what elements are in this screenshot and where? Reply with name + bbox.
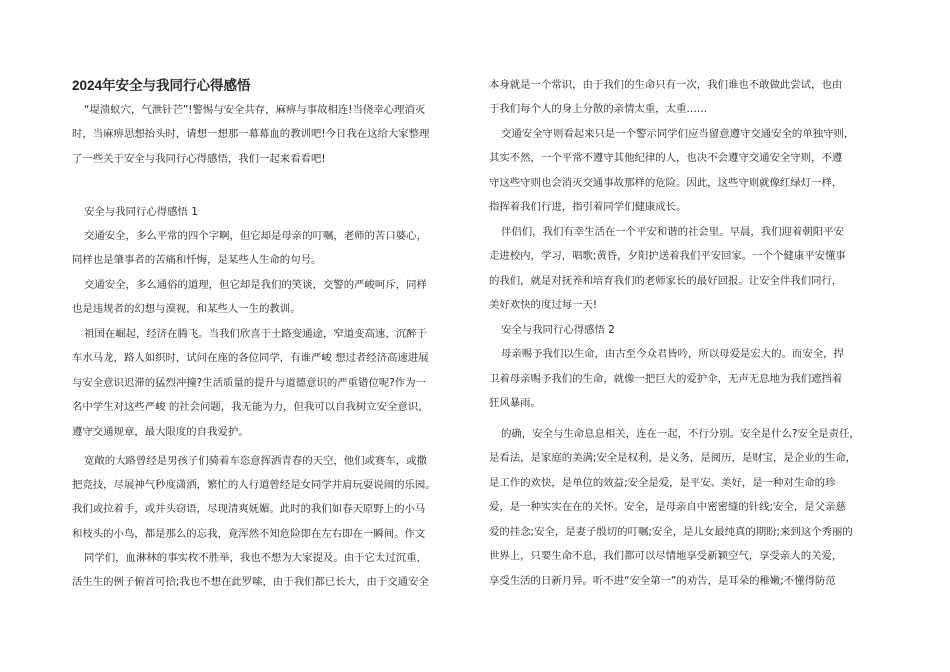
paragraph-line: 车水马龙，路人如织时，试问在座的各位同学，有谁严峻 想过者经济高速进展 (72, 352, 429, 364)
paragraph-line: 同样也是肇事者的苦痛和忏悔，是某些人生命的句号。 (72, 254, 322, 266)
paragraph-line: 时，当麻痹思想抬头时，请想一想那一幕幕血的教训吧!今日我在这给大家整理 (72, 128, 430, 140)
paragraph-line: 交通安全守则看起来只是一个警示同学们应当留意遵守交通安全的单独守则， (501, 128, 855, 140)
paragraph-line: 是工作的欢快，是单位的效益;安全是爱，是平安、美好，是一种对生命的珍 (489, 477, 836, 489)
paragraph-line: 把竞技，尽展神气秒度潇洒，繁忙的人行道曾经是女同学并肩玩耍说闹的乐园。 (72, 479, 436, 491)
paragraph-line: 狂风暴雨。 (489, 397, 541, 409)
paragraph-line: 了一些关于安全与我同行心得感悟，我们一起来看看吧! (72, 153, 326, 165)
paragraph-line: 爱的挂念;安全，是妻子殷切的叮嘱;安全，是儿女最纯真的期盼;来到这个秀丽的 (489, 526, 853, 538)
paragraph-line: 与安全意识迟滞的猛烈冲撞?生活质量的提升与道德意识的严重错位呢?作为一 (72, 377, 426, 389)
section-heading: 安全与我同行心得感悟 1 (84, 206, 198, 218)
paragraph-line: 宽敞的大路曾经是男孩子们骑着车恣意挥洒青春的天空，他们或赛车，或撒 (84, 455, 427, 467)
paragraph-line: 享受生活的日新月异。听不进“安全第一”的劝告，是耳朵的稚嫩;不懂得防范 (489, 575, 836, 587)
paragraph-line: 伴侣们，我们有幸生活在一个平安和谐的社会里。早晨，我们迎着朝阳平安 (501, 226, 844, 238)
document-title: 2024年安全与我同行心得感悟 (72, 78, 251, 93)
paragraph-line: 交通安全，多么通俗的道理，但它却是我们的笑谈，交警的严峻呵斥，同样 (84, 279, 427, 291)
paragraph-line: 活生生的例子俯首可拾;我也不想在此罗嗦，由于我们都已长大，由于交通安全 (72, 576, 429, 588)
paragraph-line: 名中学生对这些严峻 的社会问题，我无能为力，但我可以自我树立安全意识， (72, 401, 429, 413)
paragraph-line: 遵守交通规章，最大限度的自我爱护。 (72, 426, 249, 438)
paragraph-line: 是看法，是家庭的美满;安全是权利，是义务，是阅历，是财宝，是企业的生命， (489, 452, 857, 464)
paragraph-line: 的我们，就是对抚养和培育我们的老师家长的最好回报。让安全伴我们同行， (489, 275, 843, 287)
paragraph-line: 同学们，血淋林的事实枚不胜举，我也不想为大家提及。由于它太过沉重， (84, 552, 427, 564)
paragraph-line: 的确，安全与生命息息相关，连在一起，不行分别。安全是什么?安全是责任， (501, 428, 860, 440)
paragraph-line: 守这些守则也会消灭交通事故那样的危险。因此，这些守则就像红绿灯一样， (489, 177, 843, 189)
paragraph-line: 走进校内，学习，唱歌;黄昏，夕阳护送着我们平安回家。一个个健康平安懂事 (489, 250, 846, 262)
paragraph-line: 其实不然，一个平常不遵守其他纪律的人，也决不会遵守交通安全守则，不遵 (489, 152, 843, 164)
paragraph-line: 世界上，只要生命不息，我们都可以尽情地享受新颖空气，享受亲人的关爱， (489, 550, 843, 562)
paragraph-line: 爱，是一种实实在在的关怀。安全，是母亲自中密密缝的针线;安全，是父亲慈 (489, 501, 846, 513)
paragraph-line: 也是违规者的幻想与漠视，和某些人一生的教训。 (72, 303, 301, 315)
paragraph-line: 交通安全，多么平常的四个字啊，但它却是母亲的叮嘱，老师的苦口婆心， (84, 230, 427, 242)
paragraph-line: “堤溃蚁穴，气泄针芒”!警惕与安全共存，麻痹与事故相连!当侥幸心理消灭 (84, 104, 426, 116)
section-heading: 安全与我同行心得感悟 2 (501, 324, 615, 336)
paragraph-line: 祖国在崛起，经济在腾飞。当我们欣喜于土路变通途，窄道变高速，沉醉于 (84, 328, 427, 340)
paragraph-line: 卫着母亲赐予我们的生命，就像一把巨大的爱护伞，无声无息地为我们遮挡着 (489, 373, 843, 385)
paragraph-line: 和枝头的小鸟，都是那么的忘我，竟浑然不知危险即在左右即在一瞬间。作文 (72, 528, 426, 540)
paragraph-line: 美好欢快的度过每一天! (489, 299, 598, 311)
paragraph-line: 于我们每个人的身上分散的亲情太重，太重…… (489, 103, 708, 115)
paragraph-line: 本身就是一个常识，由于我们的生命只有一次，我们谁也不敢做此尝试，也由 (489, 79, 843, 91)
paragraph-line: 我们或拉着手，或并头窃语，尽现清爽妩媚。此时的我们如春天原野上的小马 (72, 503, 426, 515)
paragraph-line: 指挥着我们行进，指引着同学们健康成长。 (489, 201, 687, 213)
paragraph-line: 母亲赐予我们以生命，由古至今众君皆吟，所以母爱是宏大的。而安全，捍 (501, 348, 844, 360)
